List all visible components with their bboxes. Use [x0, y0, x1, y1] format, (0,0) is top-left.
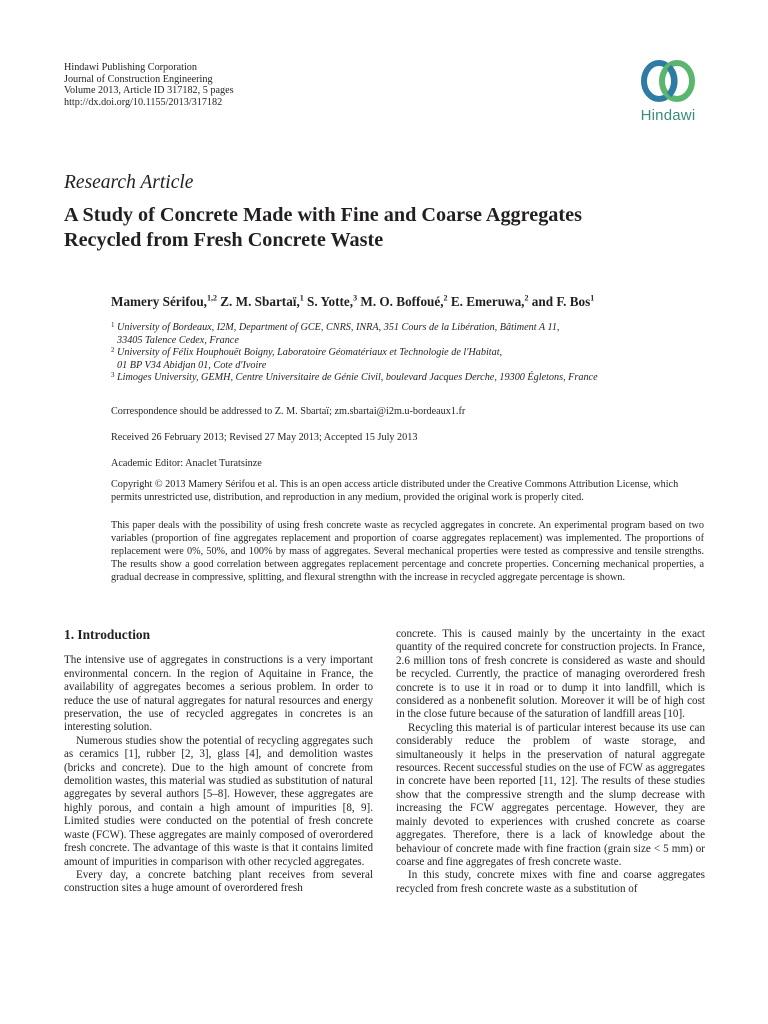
- copyright: Copyright © 2013 Mamery Sérifou et al. This is an open access article distributed under the Creative Commons Attribution License, which permits unrestricted use, distribution, and reproduction in any medium, provided the original work is properly cited.: [111, 479, 679, 504]
- paragraph: Every day, a concrete batching plant receives from several construction sites a huge amount of overordered fresh: [64, 868, 373, 895]
- paragraph: Numerous studies show the potential of recycling aggregates such as ceramics [1], rubber [2, 3], glass [4], and demolition wastes (bricks and concrete). Due to the high amount of concrete from demolition wastes, this material was studied as substitution of natural aggregates by several authors [5–8]. However, these aggregates are highly porous, and contain a high amount of impurities [8, 9]. Limited studies were conducted on the potential of fresh concrete waste (FCW). These aggregates are mainly composed of overordered fresh concrete. The advantage of this waste is that it contains limited amount of impurities in comparison with other recycled aggregates.: [64, 734, 373, 868]
- journal-name: Journal of Construction Engineering: [64, 73, 213, 85]
- journal-info: [64, 62, 424, 108]
- article-title: [64, 203, 704, 253]
- left-column: [64, 622, 373, 896]
- right-column: [396, 628, 705, 896]
- dates: Received 26 February 2013; Revised 27 May 2013; Accepted 15 July 2013: [111, 432, 418, 443]
- article-type: Research Article: [64, 172, 194, 193]
- paragraph: concrete. This is caused mainly by the uncertainty in the exact quantity of the required concrete for construction projects. In France, 2.6 million tons of fresh concrete is considered as waste and should be recycled. Currently, the practice of managing overordered fresh concrete is to use it in road or to dump it into landfill, which is considered as a nonbenefit solution. Moreover it will be of high cost in the close future because of the saturation of landfill areas [10].: [396, 628, 705, 721]
- author: and F. Bos$^1$: [531, 294, 595, 310]
- author-list: [111, 294, 711, 310]
- academic-editor: Academic Editor: Anaclet Turatsinze: [111, 458, 262, 469]
- logo-text: Hindawi: [640, 107, 696, 124]
- paragraph: Recycling this material is of particular interest because its use can considerably reduce the problem of waste storage, and simultaneously it helps in the preservation of natural aggregate resources. Recent successful studies on the use of FCW as aggregates in concrete have been reported [11, 12]. The results of these studies show that the compressive strength and the slump decrease with increasing the FCW aggregates percentage. However, they are mainly devoted to experiences with crushed concrete as coarse aggregates. Therefore, there is a lack of knowledge about the behaviour of concrete made with fine fraction (grain size < 5 mm) or coarse and fine aggregates of fresh concrete waste.: [396, 721, 705, 868]
- volume-info: Volume 2013, Article ID 317182, 5 pages: [64, 85, 234, 97]
- affiliation: 2 University of Félix Houphouët Boigny, Laboratoire Géomatériaux et Technologie de l'Habitat, 01 BP V34 Abidjan 01, Cote d'Ivoire: [111, 346, 503, 371]
- author: Mamery Sérifou,$^{1,2}$: [111, 294, 217, 310]
- section-heading: 1. Introduction: [64, 627, 151, 642]
- author: Z. M. Sbartaï,$^1$: [220, 294, 304, 310]
- author: E. Emeruwa,$^2$: [450, 294, 529, 310]
- hindawi-logo[interactable]: [626, 56, 710, 132]
- affiliation: 3 Limoges University, GEMH, Centre Universitaire de Génie Civil, boulevard Jacques Derche, 19300 Égletons, France: [111, 371, 598, 384]
- title-line: Recycled from Fresh Concrete Waste: [64, 229, 384, 251]
- author: S. Yotte,$^3$: [307, 294, 358, 310]
- author: M. O. Boffoué,$^2$: [360, 294, 448, 310]
- affiliations: [111, 322, 711, 385]
- correspondence: Correspondence should be addressed to Z. M. Sbartaï; zm.sbartai@i2m.u-bordeaux1.fr: [111, 406, 466, 417]
- hindawi-rings-logo-icon: [638, 56, 698, 106]
- paragraph: The intensive use of aggregates in constructions is a very important environmental concern. In the region of Aquitaine in France, the availability of aggregates becomes a serious problem. In order to reduce the use of natural aggregates for natural resources and energy preservation, the use of recycled aggregates in concretes is an interesting solution.: [64, 654, 373, 734]
- affiliation: 1 University of Bordeaux, I2M, Department of GCE, CNRS, INRA, 351 Cours de la Libération, Bâtiment A 11, 33405 Talence Cedex, France: [111, 321, 560, 346]
- abstract: This paper deals with the possibility of using fresh concrete waste as recycled aggregates in concrete. An experimental program based on two variables (proportion of fine aggregates replacement and proportion of coarse aggregates replacement) was implemented. The proportions of replacement were 0%, 50%, and 100% by mass of aggregates. Several mechanical properties were tested as compressive and tensile strengths. The results show a good correlation between aggregates replacement percentage and concrete properties. Concerning mechanical properties, a gradual decrease in compressive, splitting, and flexural strengthn with the increase in recycled aggregate percentage is shown.: [111, 520, 704, 584]
- title-line: A Study of Concrete Made with Fine and Coarse Aggregates: [64, 204, 582, 226]
- doi-link[interactable]: http://dx.doi.org/10.1155/2013/317182: [64, 96, 223, 108]
- publisher: Hindawi Publishing Corporation: [64, 62, 197, 73]
- paragraph: In this study, concrete mixes with fine and coarse aggregates recycled from fresh concrete waste as a substitution of: [396, 869, 705, 895]
